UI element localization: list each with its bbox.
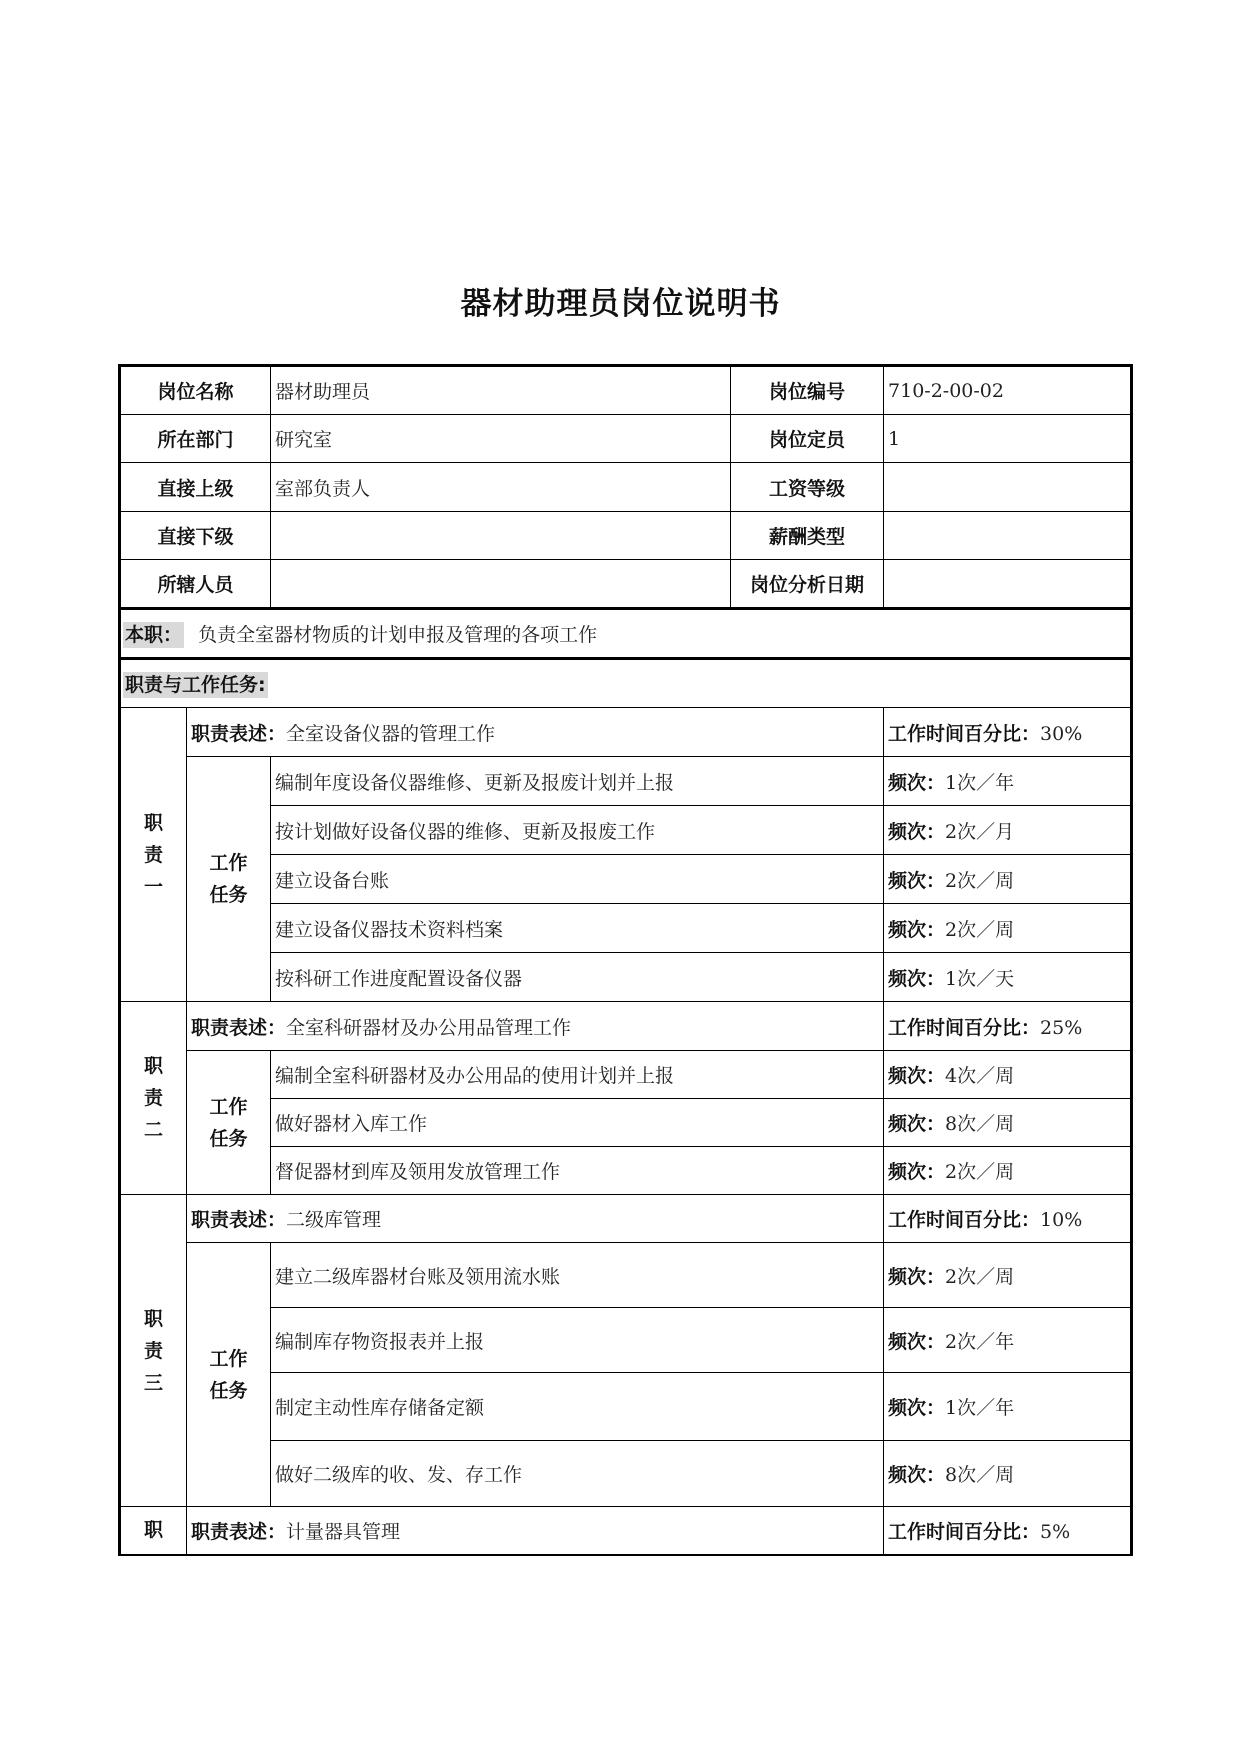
task-row — [120, 1373, 1132, 1441]
duties-header: 职责与工作任务: — [125, 674, 266, 696]
task-freq: 2次／周 — [945, 1161, 1015, 1183]
duty-description-row — [120, 708, 1132, 757]
duty-desc-label: 职责表述： — [191, 1209, 287, 1231]
duties-header-row — [120, 659, 1132, 708]
tasks-label: 工作 任务 — [187, 1243, 271, 1507]
analysis-date-label: 岗位分析日期 — [731, 560, 884, 609]
page-title: 器材助理员岗位说明书 — [460, 286, 781, 322]
freq-label: 频次： — [888, 1113, 946, 1135]
task-freq: 2次／周 — [945, 1265, 1015, 1288]
duty-description-row — [120, 1195, 1132, 1243]
freq-label: 频次： — [888, 1065, 946, 1087]
task-text: 做好器材入库工作 — [271, 1099, 884, 1147]
position-name-label: 岗位名称 — [120, 366, 271, 415]
duty-desc-label: 职责表述： — [191, 1016, 287, 1039]
staff-value — [271, 560, 731, 609]
task-freq: 4次／周 — [945, 1065, 1015, 1087]
task-text: 编制年度设备仪器维修、更新及报废计划并上报 — [271, 757, 884, 806]
task-freq: 1次／天 — [945, 967, 1015, 990]
duty-3-label: 职 责 三 — [120, 1195, 187, 1507]
summary-row — [120, 609, 1132, 659]
task-freq: 2次／月 — [945, 820, 1015, 843]
task-text: 编制库存物资报表并上报 — [271, 1308, 884, 1373]
info-row — [120, 560, 1132, 609]
duty-3-percent: 10% — [1040, 1209, 1083, 1231]
freq-label: 频次： — [888, 1330, 946, 1353]
department-value: 研究室 — [271, 415, 731, 463]
info-row — [120, 463, 1132, 512]
task-row — [120, 1441, 1132, 1507]
task-text: 做好二级库的收、发、存工作 — [271, 1441, 884, 1507]
info-row — [120, 512, 1132, 560]
freq-label: 频次： — [888, 820, 946, 843]
percent-label: 工作时间百分比： — [888, 1209, 1041, 1231]
superior-value: 室部负责人 — [271, 463, 731, 512]
freq-label: 频次： — [888, 1397, 946, 1419]
task-text: 建立二级库器材台账及领用流水账 — [271, 1243, 884, 1308]
job-description-table — [118, 364, 1133, 1556]
percent-label: 工作时间百分比： — [888, 722, 1041, 745]
task-text: 按计划做好设备仪器的维修、更新及报废工作 — [271, 806, 884, 855]
duty-desc-label: 职责表述： — [191, 1520, 287, 1543]
task-row — [120, 1308, 1132, 1373]
tasks-label: 工作 任务 — [187, 757, 271, 1002]
task-freq: 1次／年 — [945, 771, 1015, 794]
freq-label: 频次： — [888, 1265, 946, 1288]
percent-label: 工作时间百分比： — [888, 1520, 1041, 1543]
summary-label: 本职： — [125, 624, 183, 646]
info-row — [120, 415, 1132, 463]
staff-label: 所辖人员 — [120, 560, 271, 609]
headcount-value: 1 — [884, 415, 1132, 463]
freq-label: 频次： — [888, 869, 946, 892]
freq-label: 频次： — [888, 967, 946, 990]
task-text: 督促器材到库及领用发放管理工作 — [271, 1147, 884, 1195]
position-code-value: 710-2-00-02 — [884, 366, 1132, 415]
task-freq: 2次／年 — [945, 1330, 1015, 1353]
subordinate-value — [271, 512, 731, 560]
duty-4-percent: 5% — [1040, 1520, 1071, 1543]
duty-1-description: 全室设备仪器的管理工作 — [286, 722, 496, 745]
duty-description-row — [120, 1002, 1132, 1051]
task-freq: 2次／周 — [945, 869, 1015, 892]
task-row — [120, 855, 1132, 904]
task-text: 建立设备台账 — [271, 855, 884, 904]
task-row — [120, 1147, 1132, 1195]
task-row — [120, 904, 1132, 953]
summary-text: 负责全室器材物质的计划申报及管理的各项工作 — [198, 624, 598, 646]
percent-label: 工作时间百分比： — [888, 1016, 1041, 1039]
freq-label: 频次： — [888, 1464, 946, 1486]
pay-type-label: 薪酬类型 — [731, 512, 884, 560]
freq-label: 频次： — [888, 771, 946, 794]
info-row — [120, 366, 1132, 415]
duty-2-percent: 25% — [1040, 1016, 1083, 1039]
position-name-value: 器材助理员 — [271, 366, 731, 415]
task-freq: 8次／周 — [945, 1464, 1015, 1486]
salary-grade-label: 工资等级 — [731, 463, 884, 512]
task-text: 制定主动性库存储备定额 — [271, 1373, 884, 1441]
task-freq: 8次／周 — [945, 1113, 1015, 1135]
task-row — [120, 806, 1132, 855]
duty-desc-label: 职责表述： — [191, 722, 287, 745]
duty-4-description: 计量器具管理 — [286, 1520, 401, 1543]
analysis-date-value — [884, 560, 1132, 609]
freq-label: 频次： — [888, 918, 946, 941]
task-text: 按科研工作进度配置设备仪器 — [271, 953, 884, 1002]
task-row — [120, 757, 1132, 806]
duty-3-description: 二级库管理 — [286, 1209, 382, 1231]
freq-label: 频次： — [888, 1161, 946, 1183]
duty-2-description: 全室科研器材及办公用品管理工作 — [286, 1016, 572, 1039]
position-code-label: 岗位编号 — [731, 366, 884, 415]
task-row — [120, 1099, 1132, 1147]
task-freq: 1次／年 — [945, 1397, 1015, 1419]
headcount-label: 岗位定员 — [731, 415, 884, 463]
task-row — [120, 953, 1132, 1002]
duty-description-row — [120, 1507, 1132, 1555]
tasks-label: 工作 任务 — [187, 1051, 271, 1195]
duty-4-label: 职 — [120, 1507, 187, 1555]
duty-1-label: 职 责 一 — [120, 708, 187, 1002]
subordinate-label: 直接下级 — [120, 512, 271, 560]
task-text: 编制全室科研器材及办公用品的使用计划并上报 — [271, 1051, 884, 1099]
task-text: 建立设备仪器技术资料档案 — [271, 904, 884, 953]
salary-grade-value — [884, 463, 1132, 512]
pay-type-value — [884, 512, 1132, 560]
department-label: 所在部门 — [120, 415, 271, 463]
duty-2-label: 职 责 二 — [120, 1002, 187, 1195]
superior-label: 直接上级 — [120, 463, 271, 512]
task-freq: 2次／周 — [945, 918, 1015, 941]
task-row — [120, 1051, 1132, 1099]
duty-1-percent: 30% — [1040, 722, 1083, 745]
task-row — [120, 1243, 1132, 1308]
